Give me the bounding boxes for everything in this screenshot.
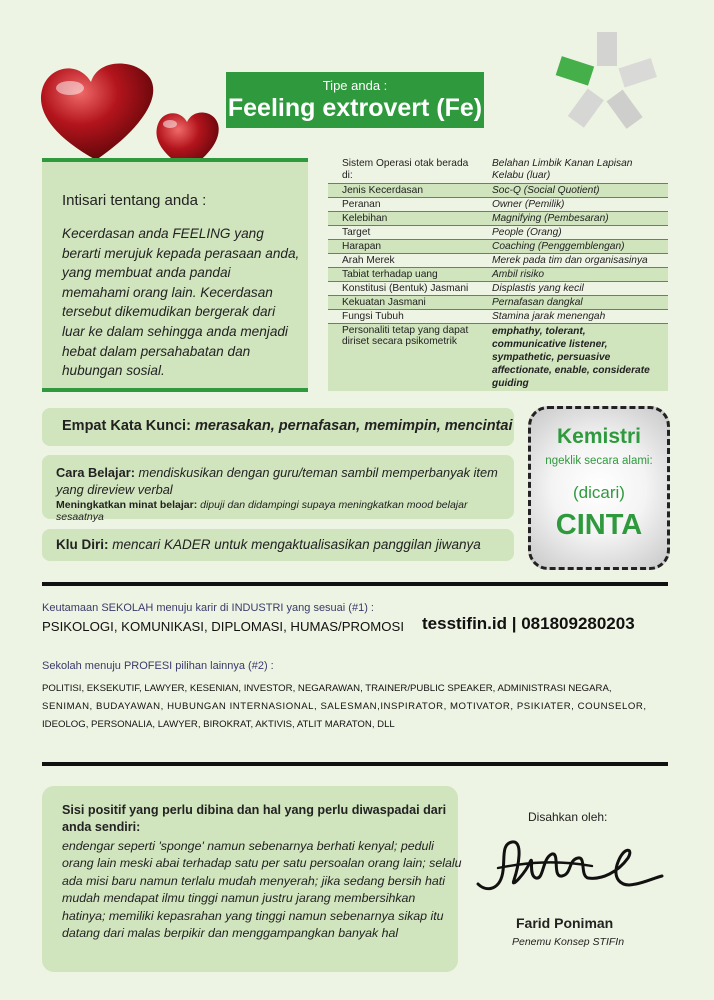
row-value: Owner (Pemilik) — [492, 199, 565, 210]
row-label: Jenis Kecerdasan — [342, 185, 423, 196]
klu-diri-box — [42, 529, 514, 561]
row-label: Tabiat terhadap uang — [342, 269, 438, 280]
row-value: Pernafasan dangkal — [492, 297, 583, 308]
kemistri-title: Kemistri — [556, 425, 642, 448]
kata-kunci-label: Empat Kata Kunci: — [62, 418, 191, 434]
kata-kunci-box — [42, 408, 514, 446]
row-value: Merek pada tim dan organisasinya — [492, 255, 648, 266]
sisi-positif-panel — [42, 786, 462, 972]
profesi-line: POLITISI, EKSEKUTIF, LAWYER, KESENIAN, INVESTOR, NEGARAWAN, TRAINER/PUBLIC SPEAKER, ADMINISTRASI NEGARA, — [42, 683, 612, 694]
profesi-line: IDEOLOG, PERSONALIA, LAWYER, BIROKRAT, AKTIVIS, ATLIT MARATON, DLL — [42, 719, 395, 730]
row-label: Sistem Operasi otak berada di: — [342, 158, 469, 181]
row-value: Stamina jarak menengah — [492, 311, 606, 322]
row-label: Konstitusi (Bentuk) Jasmani — [342, 283, 469, 294]
row-value: Soc-Q (Social Quotient) — [492, 185, 600, 196]
table-row — [328, 156, 668, 184]
type-label: Tipe anda : — [322, 78, 388, 93]
kemistri-dicari: (dicari) — [573, 483, 625, 502]
row-label: Fungsi Tubuh — [342, 311, 404, 322]
big-heart-icon — [41, 63, 153, 160]
sisi-title: Sisi positif yang perlu dibina dan hal yang perlu diwaspadai dari anda sendiri: — [62, 803, 447, 834]
divider — [42, 582, 668, 586]
signature-image — [468, 832, 668, 902]
stifin-logo-icon — [548, 30, 664, 134]
minat-value: dipuji dan didampingi supaya meningkatkan mood belajar sesaatnya — [56, 499, 468, 523]
table-row — [328, 310, 668, 324]
row-value: Ambil risiko — [492, 269, 545, 280]
row-value: Belahan Limbik Kanan Lapisan Kelabu (luar) — [492, 158, 633, 181]
table-row — [328, 324, 668, 392]
sekolah-industri-title: Keutamaan SEKOLAH menuju karir di INDUSTRI yang sesuai (#1) : — [42, 602, 374, 614]
row-value: Magnifying (Pembesaran) — [492, 213, 609, 224]
profesi-line: SENIMAN, BUDAYAWAN, HUBUNGAN INTERNASIONAL, SALESMAN,INSPIRATOR, MOTIVATOR, PSIKIATER, COUNSELOR, — [42, 701, 647, 712]
cara-belajar-label: Cara Belajar: — [56, 465, 135, 480]
kemistri-value: CINTA — [555, 509, 643, 541]
row-value: Coaching (Penggemblengan) — [492, 241, 625, 252]
table-row — [328, 184, 668, 198]
divider — [42, 762, 668, 766]
signer-name: Farid Poniman — [516, 915, 614, 931]
table-row — [328, 254, 668, 268]
intisari-body: Kecerdasan anda FEELING yang berarti merujuk kepada perasaan anda, yang membuat anda pandai memahami orang lain. Kecerdasan tersebut dikemudikan bergerak dari luar ke dalam sehingga anda menjadi hebat dalam persahabatan dan hubungan sosial. — [62, 226, 300, 379]
row-label: Arah Merek — [342, 255, 395, 266]
table-row — [328, 268, 668, 282]
disahkan-label: Disahkan oleh: — [528, 810, 608, 824]
row-label: Peranan — [342, 199, 381, 210]
intisari-title: Intisari tentang anda : — [62, 192, 207, 209]
kemistri-subtitle: ngeklik secara alami: — [545, 455, 653, 467]
row-label: Kekuatan Jasmani — [342, 297, 426, 308]
row-label: Target — [342, 227, 371, 238]
table-row — [328, 282, 668, 296]
row-value: People (Orang) — [492, 227, 562, 238]
website-contact: tesstifin.id | 081809280203 — [422, 614, 635, 633]
type-name: Feeling extrovert (Fe) — [227, 94, 483, 122]
row-label: Harapan — [342, 241, 382, 252]
row-value: Displastis yang kecil — [492, 283, 584, 294]
klu-diri-value: mencari KADER untuk mengaktualisasikan panggilan jiwanya — [112, 537, 481, 552]
signer-role: Penemu Konsep STIFIn — [512, 936, 625, 948]
table-row — [328, 296, 668, 310]
profile-table — [328, 156, 668, 391]
cara-belajar-value: mendiskusikan dengan guru/teman sambil memperbanyak item yang direview verbal — [56, 465, 498, 497]
sekolah-profesi-title: Sekolah menuju PROFESI pilihan lainnya (#2) : — [42, 660, 274, 672]
row-value: emphathy, tolerant, communicative listener, sympathetic, persuasive affectionate, enable, considerate guiding — [492, 326, 650, 389]
table-row — [328, 226, 668, 240]
kemistri-badge — [528, 406, 670, 570]
row-label: Kelebihan — [342, 213, 388, 224]
table-row — [328, 198, 668, 212]
type-header — [226, 72, 484, 128]
row-label: Personaliti tetap yang dapat diriset secara psikometrik — [342, 325, 469, 347]
kata-kunci-value: merasakan, pernafasan, memimpin, mencintai — [194, 418, 513, 434]
cara-belajar-box — [42, 455, 514, 523]
sisi-body: endengar seperti 'sponge' namun sebenarnya berhati kenyal; peduli orang lain meski abai terhadap satu per satu persoalan orang lain; selalu ada misi baru namun terlalu mudah menyerah; jika sedang bersih hati mudah mendapat ilmu tinggi namun justru jarang membersihkan hatinya; memiliki kepasrahan yang tinggi namun sebenarnya sikap itu datang dari malas berpikir dan menggampangkan banyak hal — [62, 839, 462, 941]
table-row — [328, 240, 668, 254]
minat-label: Meningkatkan minat belajar: — [56, 499, 198, 511]
sekolah-industri-value: PSIKOLOGI, KOMUNIKASI, DIPLOMASI, HUMAS/PROMOSI — [42, 619, 404, 634]
intisari-panel — [42, 158, 308, 392]
klu-diri-label: Klu Diri: — [56, 537, 109, 552]
table-row — [328, 212, 668, 226]
